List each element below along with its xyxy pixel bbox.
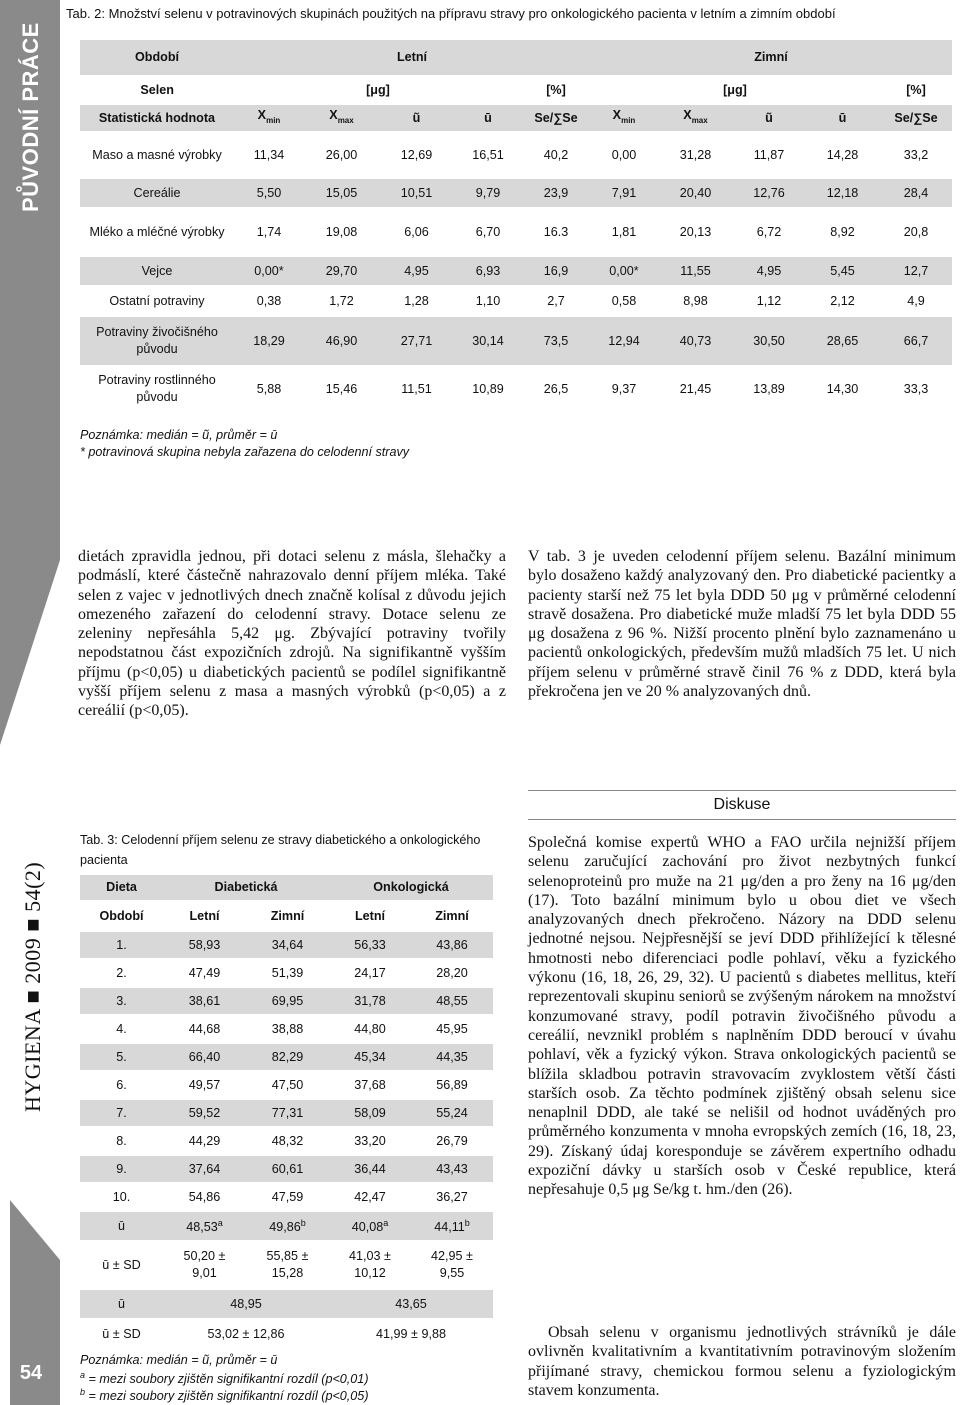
table-row: 7. 59,52 77,31 58,09 55,24 — [80, 1099, 493, 1127]
body-paragraph: Obsah selenu v organismu jednotlivých strávníků je dále ovlivněn kvalitativním a kvantitativním potravinovým složením přijímané stravy, chemickou formou selenu a fyziologickým stavem konzumenta. — [528, 1324, 956, 1399]
table-row: 2. 47,49 51,39 24,17 28,20 — [80, 959, 493, 987]
table2 — [80, 40, 952, 413]
table-row: 4. 44,68 38,88 44,80 45,95 — [80, 1015, 493, 1043]
table2-header-unit: Selen [μg] [%] [μg] [%] — [80, 76, 952, 104]
table3-header-diet: Dieta Diabetická Onkologická — [80, 875, 493, 901]
body-paragraph: Společná komise expertů WHO a FAO určila nejnižší příjem selenu zaručující zachování pro život nezbytných funkcí selenoproteinů pro muže na 21 μg/den a pro ženy na 16 μg/den (17). Toto bazální minimum bylo u obou diet ve všech analyzovaných dnech překročeno. Názory na DDD selenu jednotné nejsou. Nejpřesnější se jeví DDD přihlížející k tělesné hmotnosti nebo diferenciaci podle pohlaví, věku a fyzického výkonu (16, 18, 26, 29, 32). U pacientů s diabetes mellitus, kteří reprezentovali skupinu seniorů se zvýšeným nárokem na množství konzumované stravy, podíl potravin živočišného původu a cereálií, nevznikl problém s naplněním DDD beroucí v úvahu pohlaví, věk a fyzický výkon. Strava onkologických pacientů se blížila skladbou potravin stravovacím zvyklostem větší části starších osob. Za těchto podmínek zjištěný obsah selenu sice nenaplnil DDD, ale také se nelišil od hodnot uváděných pro průměrného konzumenta v mnoha evropských zemích (16, 18, 23, 29). Získaný údaj koresponduje se závěrem expertního odhadu expoziční dávky u starších osob v České republice, která nepřesahuje 0,5 μg Se/kg t. hm./den (26). — [528, 834, 956, 1199]
table3-footnote-a: $^a$ = mezi soubory zjištěn signifikantní rozdíl (p<0,01) — [80, 1370, 369, 1387]
body-paragraph: dietách zpravidla jednou, při dotaci selenu z másla, šlehačky a podmáslí, které částečně nahrazovalo denní příjem mléka. Také selen z vajec v jednotlivých dnech značně kolísal z důvodu jejich omezeného zařazení do celodenní stravy. Dotace selenu ze zeleniny nepřesáhla 5,42 μg. Zbývající potraviny tvořily nepodstatnou část expozičních zdrojů. Na signifikantně vyšším příjmu (p<0,05) u diabetických pacientů se podílel signifikantně vyšší příjem selenu z masa a masných výrobků (p<0,05) a z cereálií (p<0,05). — [78, 548, 506, 720]
table-row: Cereálie 5,50 15,05 10,51 9,79 23,9 7,91 20,40 12,76 12,18 28,4 — [80, 178, 952, 208]
divider — [528, 790, 956, 791]
table-row: Ostatní potraviny 0,38 1,72 1,28 1,10 2,7 0,58 8,98 1,12 2,12 4,9 — [80, 286, 952, 316]
table-row: 3. 38,61 69,95 31,78 48,55 — [80, 987, 493, 1015]
table3-sd-row: ū ± SD 50,20 ± 9,01 55,85 ± 15,28 41,03 ± 10,12 42,95 ± 9,55 — [80, 1241, 493, 1289]
table-row: Mléko a mléčné výrobky 1,74 19,08 6,06 6,70 16.3 1,81 20,13 6,72 8,92 20,8 — [80, 208, 952, 256]
table3-note: Poznámka: medián = ũ, průměr = ū — [80, 1353, 278, 1367]
table-row: Potraviny rostlinného původu 5,88 15,46 11,51 10,89 26,5 9,37 21,45 13,89 14,30 33,3 — [80, 366, 952, 412]
table2-footnote: * potravinová skupina nebyla zařazena do celodenní stravy — [80, 445, 410, 459]
table-row: 9. 37,64 60,61 36,44 43,43 — [80, 1155, 493, 1183]
table-row: Maso a masné výrobky 11,34 26,00 12,69 16,51 40,2 0,00 31,28 11,87 14,28 33,2 — [80, 132, 952, 178]
table3-caption: Tab. 3: Celodenní příjem selenu ze stravy diabetického a onkologického pacienta — [80, 833, 481, 867]
table3-footnote-b: $^b$ = mezi soubory zjištěn signifikantní rozdíl (p<0,05) — [80, 1387, 369, 1404]
table-row: Vejce 0,00* 29,70 4,95 6,93 16,9 0,00* 11,55 4,95 5,45 12,7 — [80, 256, 952, 286]
table-row: 1. 58,93 34,64 56,33 43,86 — [80, 931, 493, 959]
table2-caption: Tab. 2: Množství selenu v potravinových skupinách použitých na přípravu stravy pro onkologického pacienta v letním a zimním období — [66, 6, 836, 21]
table3 — [80, 875, 493, 1350]
table3-header-period: Období Letní Zimní Letní Zimní — [80, 901, 493, 931]
section-label: PŮVODNÍ PRÁCE — [18, 22, 43, 212]
journal-label: HYGIENA ■ 2009 ■ 54(2) — [20, 861, 45, 1112]
table3-total-mean-row: ū 48,95 43,65 — [80, 1289, 493, 1319]
table-row: 10. 54,86 47,59 42,47 36,27 — [80, 1183, 493, 1211]
table3-total-sd-row: ū ± SD 53,02 ± 12,86 41,99 ± 9,88 — [80, 1319, 493, 1349]
page-number: 54 — [19, 1362, 43, 1384]
table-row: 6. 49,57 47,50 37,68 56,89 — [80, 1071, 493, 1099]
table-row: 5. 66,40 82,29 45,34 44,35 — [80, 1043, 493, 1071]
section-heading: Diskuse — [713, 796, 771, 813]
table2-header-stats: Statistická hodnota $X_{min}$ $X_{max}$ ũ ū Se/∑Se $X_{min}$ $X_{max}$ ũ ū Se/∑Se — [80, 104, 952, 132]
divider — [528, 819, 956, 820]
body-paragraph: V tab. 3 je uveden celodenní příjem selenu. Bazální minimum bylo dosaženo každý analyzovaný den. Pro diabetické pacientky a pacienty starší než 75 let byla DDD 50 μg v průměrné celodenní stravě dosažena. Pro diabetické muže mladší 75 let byla DDD 55 μg dosažena z 96 %. Nižší procento plnění bylo zaznamenáno u pacientů onkologických, především mužů mladších 75 let. U nich příjem selenu v průměrné stravě činil 76 % z DDD, která byla překročena jen ve 20 % analyzovaných dnů. — [528, 548, 956, 701]
table2-header-period: Období Letní Zimní — [80, 40, 952, 76]
table3-mean-row: ū 48,53$^a$ 49,86$^b$ 40,08$^a$ 44,11$^b$ — [80, 1211, 493, 1241]
table-row: Potraviny živočišného původu 18,29 46,90 27,71 30,14 73,5 12,94 40,73 30,50 28,65 66,7 — [80, 316, 952, 366]
table2-note: Poznámka: medián = ũ, průměr = ū — [80, 428, 278, 442]
table-row: 8. 44,29 48,32 33,20 26,79 — [80, 1127, 493, 1155]
